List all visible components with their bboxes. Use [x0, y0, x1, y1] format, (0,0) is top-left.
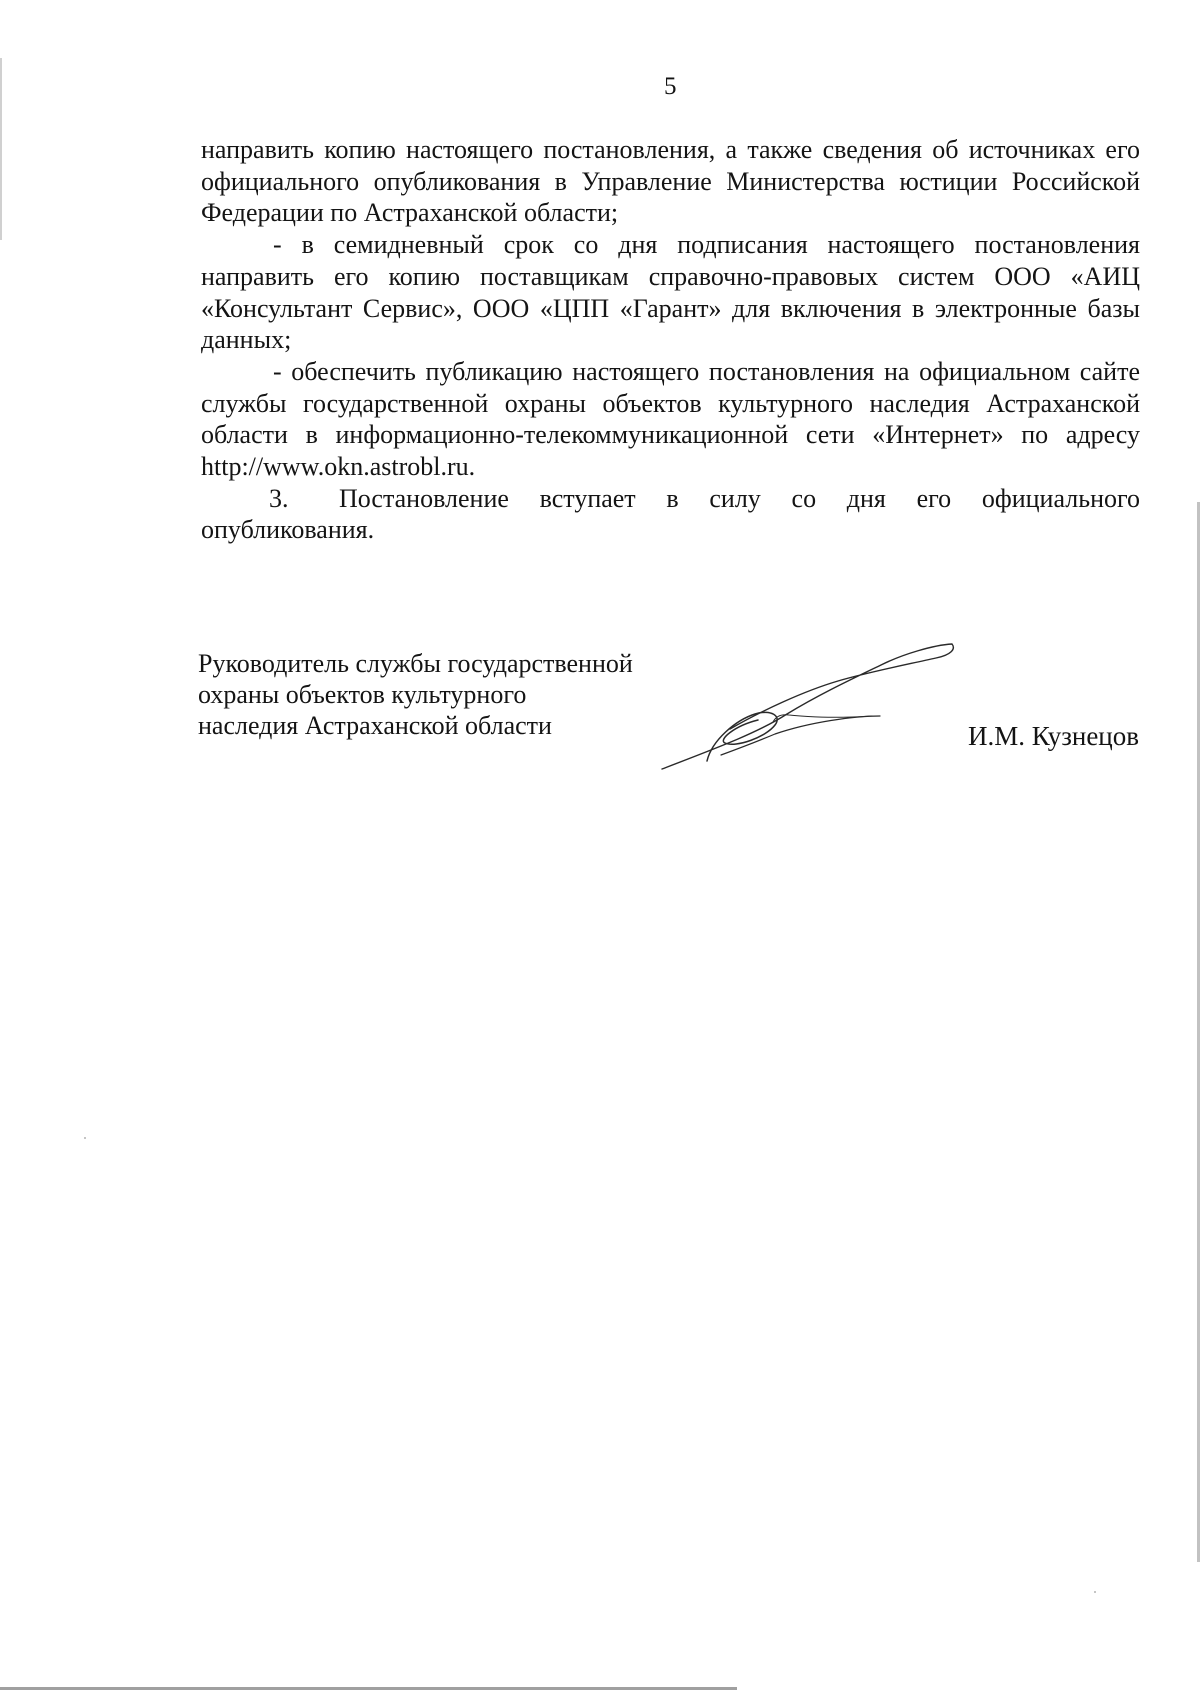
scan-left-edge — [0, 58, 2, 240]
paragraph-consultant-systems: - в семидневный срок со дня подписания настоящего постановления направить его копию поставщикам справочно-правовых систем ООО «АИЦ «Консультант Сервис», ООО «ЦПП «Гарант» для включения в электронные базы данных; — [201, 230, 1140, 355]
scan-speck — [84, 1137, 86, 1139]
signature-tail — [773, 715, 872, 722]
handwritten-signature — [650, 636, 960, 781]
scan-bottom-edge — [0, 1687, 737, 1690]
item-text: Постановление вступает в силу со дня его официального опубликования. — [201, 483, 1140, 545]
position-line: охраны объектов культурного — [198, 680, 527, 709]
signature-stroke — [662, 644, 953, 769]
paragraph-continuation: направить копию настоящего постановления, а также сведения об источниках его официального опубликования в Управление Министерства юстиции Российской Федерации по Астраханской области; — [201, 135, 1140, 228]
item-number: 3. — [269, 483, 289, 513]
position-line: Руководитель службы государственной — [198, 649, 633, 678]
paragraph-official-site: - обеспечить публикацию настоящего постановления на официальном сайте службы государственной охраны объектов культурного наследия Астраханской области в информационно-телекоммуникационной сети «Интернет» по адресу http://www.okn.astrobl.ru. — [201, 356, 1140, 482]
document-body — [201, 134, 1140, 546]
scan-speck — [1094, 1591, 1096, 1593]
signer-name: И.М. Кузнецов — [967, 721, 1139, 751]
signatory-position — [198, 648, 633, 741]
position-line: наследия Астраханской области — [198, 711, 552, 740]
numbered-paragraph — [201, 483, 1140, 546]
page-number: 5 — [664, 73, 677, 100]
